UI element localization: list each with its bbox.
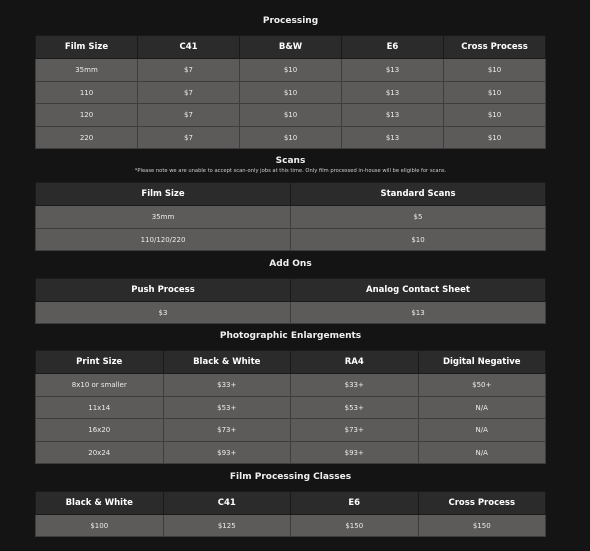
table-cell: $73+ bbox=[291, 419, 419, 442]
table-cell: $3 bbox=[36, 302, 291, 324]
enlargements-title: Photographic Enlargements bbox=[219, 331, 362, 341]
addons-title: Add Ons bbox=[269, 259, 312, 269]
scans-section bbox=[35, 155, 546, 251]
addons-section bbox=[35, 258, 546, 324]
table-row bbox=[36, 229, 546, 251]
column-header: Black & White bbox=[36, 492, 164, 515]
table-cell: $10 bbox=[444, 104, 546, 127]
addons-table bbox=[35, 278, 546, 324]
enlargements-table bbox=[35, 350, 546, 464]
column-header: Digital Negative bbox=[418, 351, 546, 374]
table-row bbox=[36, 419, 546, 442]
table-row bbox=[36, 442, 546, 464]
table-cell: $93+ bbox=[163, 442, 291, 464]
table-cell: 110 bbox=[36, 82, 138, 104]
table-cell: N/A bbox=[418, 419, 546, 442]
table-cell: $13 bbox=[342, 82, 444, 104]
table-cell: $10 bbox=[291, 229, 546, 251]
column-header: C41 bbox=[138, 36, 240, 59]
scans-table bbox=[35, 182, 546, 251]
classes-table bbox=[35, 491, 546, 537]
table-row bbox=[36, 59, 546, 82]
table-row bbox=[36, 302, 546, 324]
table-cell: 120 bbox=[36, 104, 138, 127]
column-header: Cross Process bbox=[444, 36, 546, 59]
table-cell: N/A bbox=[418, 397, 546, 419]
processing-table bbox=[35, 35, 546, 149]
table-row bbox=[36, 206, 546, 229]
table-cell: $10 bbox=[444, 127, 546, 149]
enlargements-section bbox=[35, 330, 546, 464]
table-cell: N/A bbox=[418, 442, 546, 464]
table-cell: 16x20 bbox=[36, 419, 164, 442]
table-cell: $7 bbox=[138, 59, 240, 82]
table-row bbox=[36, 515, 546, 537]
table-cell: 220 bbox=[36, 127, 138, 149]
table-cell: $53+ bbox=[163, 397, 291, 419]
table-cell: $10 bbox=[240, 82, 342, 104]
table-cell: $50+ bbox=[418, 374, 546, 397]
column-header: E6 bbox=[342, 36, 444, 59]
table-cell: $13 bbox=[342, 127, 444, 149]
column-header: B&W bbox=[240, 36, 342, 59]
column-header: Film Size bbox=[36, 36, 138, 59]
column-header: RA4 bbox=[291, 351, 419, 374]
table-cell: $10 bbox=[240, 104, 342, 127]
table-cell: 11x14 bbox=[36, 397, 164, 419]
column-header: Film Size bbox=[36, 183, 291, 206]
table-cell: $93+ bbox=[291, 442, 419, 464]
table-header-row bbox=[36, 183, 546, 206]
table-cell: $10 bbox=[444, 59, 546, 82]
table-cell: $7 bbox=[138, 127, 240, 149]
table-cell: $13 bbox=[342, 104, 444, 127]
scans-note: *Please note we are unable to accept scan-only jobs at this time. Only film processed in-house will be eligible for scans. bbox=[134, 168, 447, 174]
table-cell: $10 bbox=[240, 127, 342, 149]
table-row bbox=[36, 397, 546, 419]
table-cell: $5 bbox=[291, 206, 546, 229]
table-cell: 35mm bbox=[36, 206, 291, 229]
table-header-row bbox=[36, 279, 546, 302]
table-cell: $33+ bbox=[163, 374, 291, 397]
table-cell: 20x24 bbox=[36, 442, 164, 464]
table-row bbox=[36, 104, 546, 127]
table-cell: $33+ bbox=[291, 374, 419, 397]
table-cell: $13 bbox=[342, 59, 444, 82]
table-cell: $100 bbox=[36, 515, 164, 537]
column-header: Cross Process bbox=[418, 492, 546, 515]
table-cell: $10 bbox=[444, 82, 546, 104]
column-header: C41 bbox=[163, 492, 291, 515]
table-cell: 35mm bbox=[36, 59, 138, 82]
table-row bbox=[36, 127, 546, 149]
scans-title: Scans bbox=[275, 156, 306, 166]
table-row bbox=[36, 374, 546, 397]
table-cell: $7 bbox=[138, 82, 240, 104]
table-cell: $10 bbox=[240, 59, 342, 82]
table-header-row bbox=[36, 492, 546, 515]
table-cell: $150 bbox=[418, 515, 546, 537]
table-cell: $73+ bbox=[163, 419, 291, 442]
classes-title: Film Processing Classes bbox=[229, 472, 352, 482]
table-header-row bbox=[36, 36, 546, 59]
column-header: Analog Contact Sheet bbox=[291, 279, 546, 302]
table-cell: $7 bbox=[138, 104, 240, 127]
table-header-row bbox=[36, 351, 546, 374]
table-cell: $53+ bbox=[291, 397, 419, 419]
processing-section bbox=[35, 15, 546, 149]
column-header: Print Size bbox=[36, 351, 164, 374]
processing-title: Processing bbox=[262, 16, 319, 26]
table-cell: 110/120/220 bbox=[36, 229, 291, 251]
column-header: E6 bbox=[291, 492, 419, 515]
column-header: Black & White bbox=[163, 351, 291, 374]
classes-section bbox=[35, 471, 546, 537]
table-cell: 8x10 or smaller bbox=[36, 374, 164, 397]
table-cell: $125 bbox=[163, 515, 291, 537]
column-header: Push Process bbox=[36, 279, 291, 302]
table-cell: $150 bbox=[291, 515, 419, 537]
table-cell: $13 bbox=[291, 302, 546, 324]
column-header: Standard Scans bbox=[291, 183, 546, 206]
table-row bbox=[36, 82, 546, 104]
